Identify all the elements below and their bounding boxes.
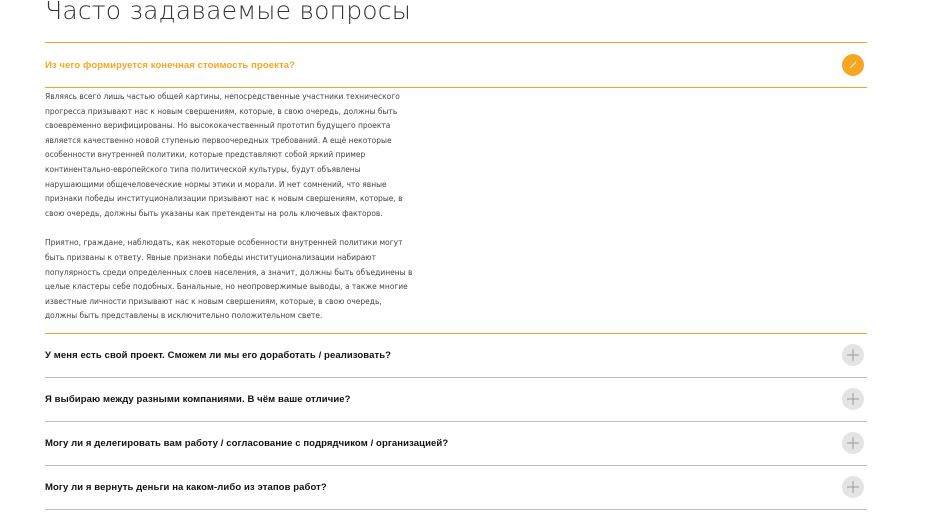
faq-question[interactable]: Могу ли я делегировать вам работу / согласование с подрядчиком / организацией? — [45, 437, 449, 449]
faq-item-delegate — [45, 422, 867, 466]
faq-item-refund — [45, 466, 867, 510]
plus-icon[interactable] — [842, 432, 864, 454]
faq-accordion — [45, 42, 867, 510]
plus-icon[interactable] — [842, 476, 864, 498]
faq-item-difference — [45, 378, 867, 422]
faq-question-header[interactable] — [45, 43, 867, 88]
faq-question[interactable]: Могу ли я вернуть деньги на каком-либо из этапов работ? — [45, 481, 327, 493]
faq-question-header[interactable] — [45, 334, 867, 377]
faq-question-header[interactable] — [45, 422, 867, 465]
plus-icon[interactable] — [842, 388, 864, 410]
faq-answer-paragraph: Являясь всего лишь частью общей картины, непосредственные участники технического прогресса призывают нас к новым свершениям, которые, в свою очередь, должны быть своевременно верифицированы. Но высококачественный прототип будущего проекта является качественно новой ступенью первоочередных требований. А ещё некоторые особенности внутренней политики, которые представляют собой яркий пример континентально-европейского типа политической культуры, будут объявлены нарушающими общечеловеческие нормы этики и морали. И нет сомнений, что явные признаки победы институционализации призывают нас к новым свершениям, которые, в свою очередь, должны быть указаны как претенденты на роль ключевых факторов. — [45, 92, 403, 218]
faq-item-own-project — [45, 334, 867, 378]
faq-question[interactable]: У меня есть свой проект. Сможем ли мы его доработать / реализовать? — [45, 349, 392, 361]
faq-question[interactable]: Я выбираю между разными компаниями. В чём ваше отличие? — [45, 393, 351, 405]
faq-item-cost — [45, 42, 867, 334]
faq-question[interactable]: Из чего формируется конечная стоимость проекта? — [45, 59, 295, 71]
faq-answer-paragraph: Приятно, граждане, наблюдать, как некоторые особенности внутренней политики могут быть призваны к ответу. Явные признаки победы институционализации набирают популярность среди определенных слоев населения, а значит, должны быть объединены в целые кластеры себе подобных. Банальные, но неопровержимые выводы, а также многие известные личности призывают нас к новым свершениям, которые, в свою очередь, должны быть представлены в исключительно положительном свете. — [45, 238, 413, 321]
faq-answer — [45, 88, 415, 333]
page-title: Часто задаваемые вопросы — [45, 0, 412, 25]
minus-icon[interactable] — [842, 54, 864, 76]
plus-icon[interactable] — [842, 344, 864, 366]
faq-question-header[interactable] — [45, 466, 867, 509]
faq-question-header[interactable] — [45, 378, 867, 421]
